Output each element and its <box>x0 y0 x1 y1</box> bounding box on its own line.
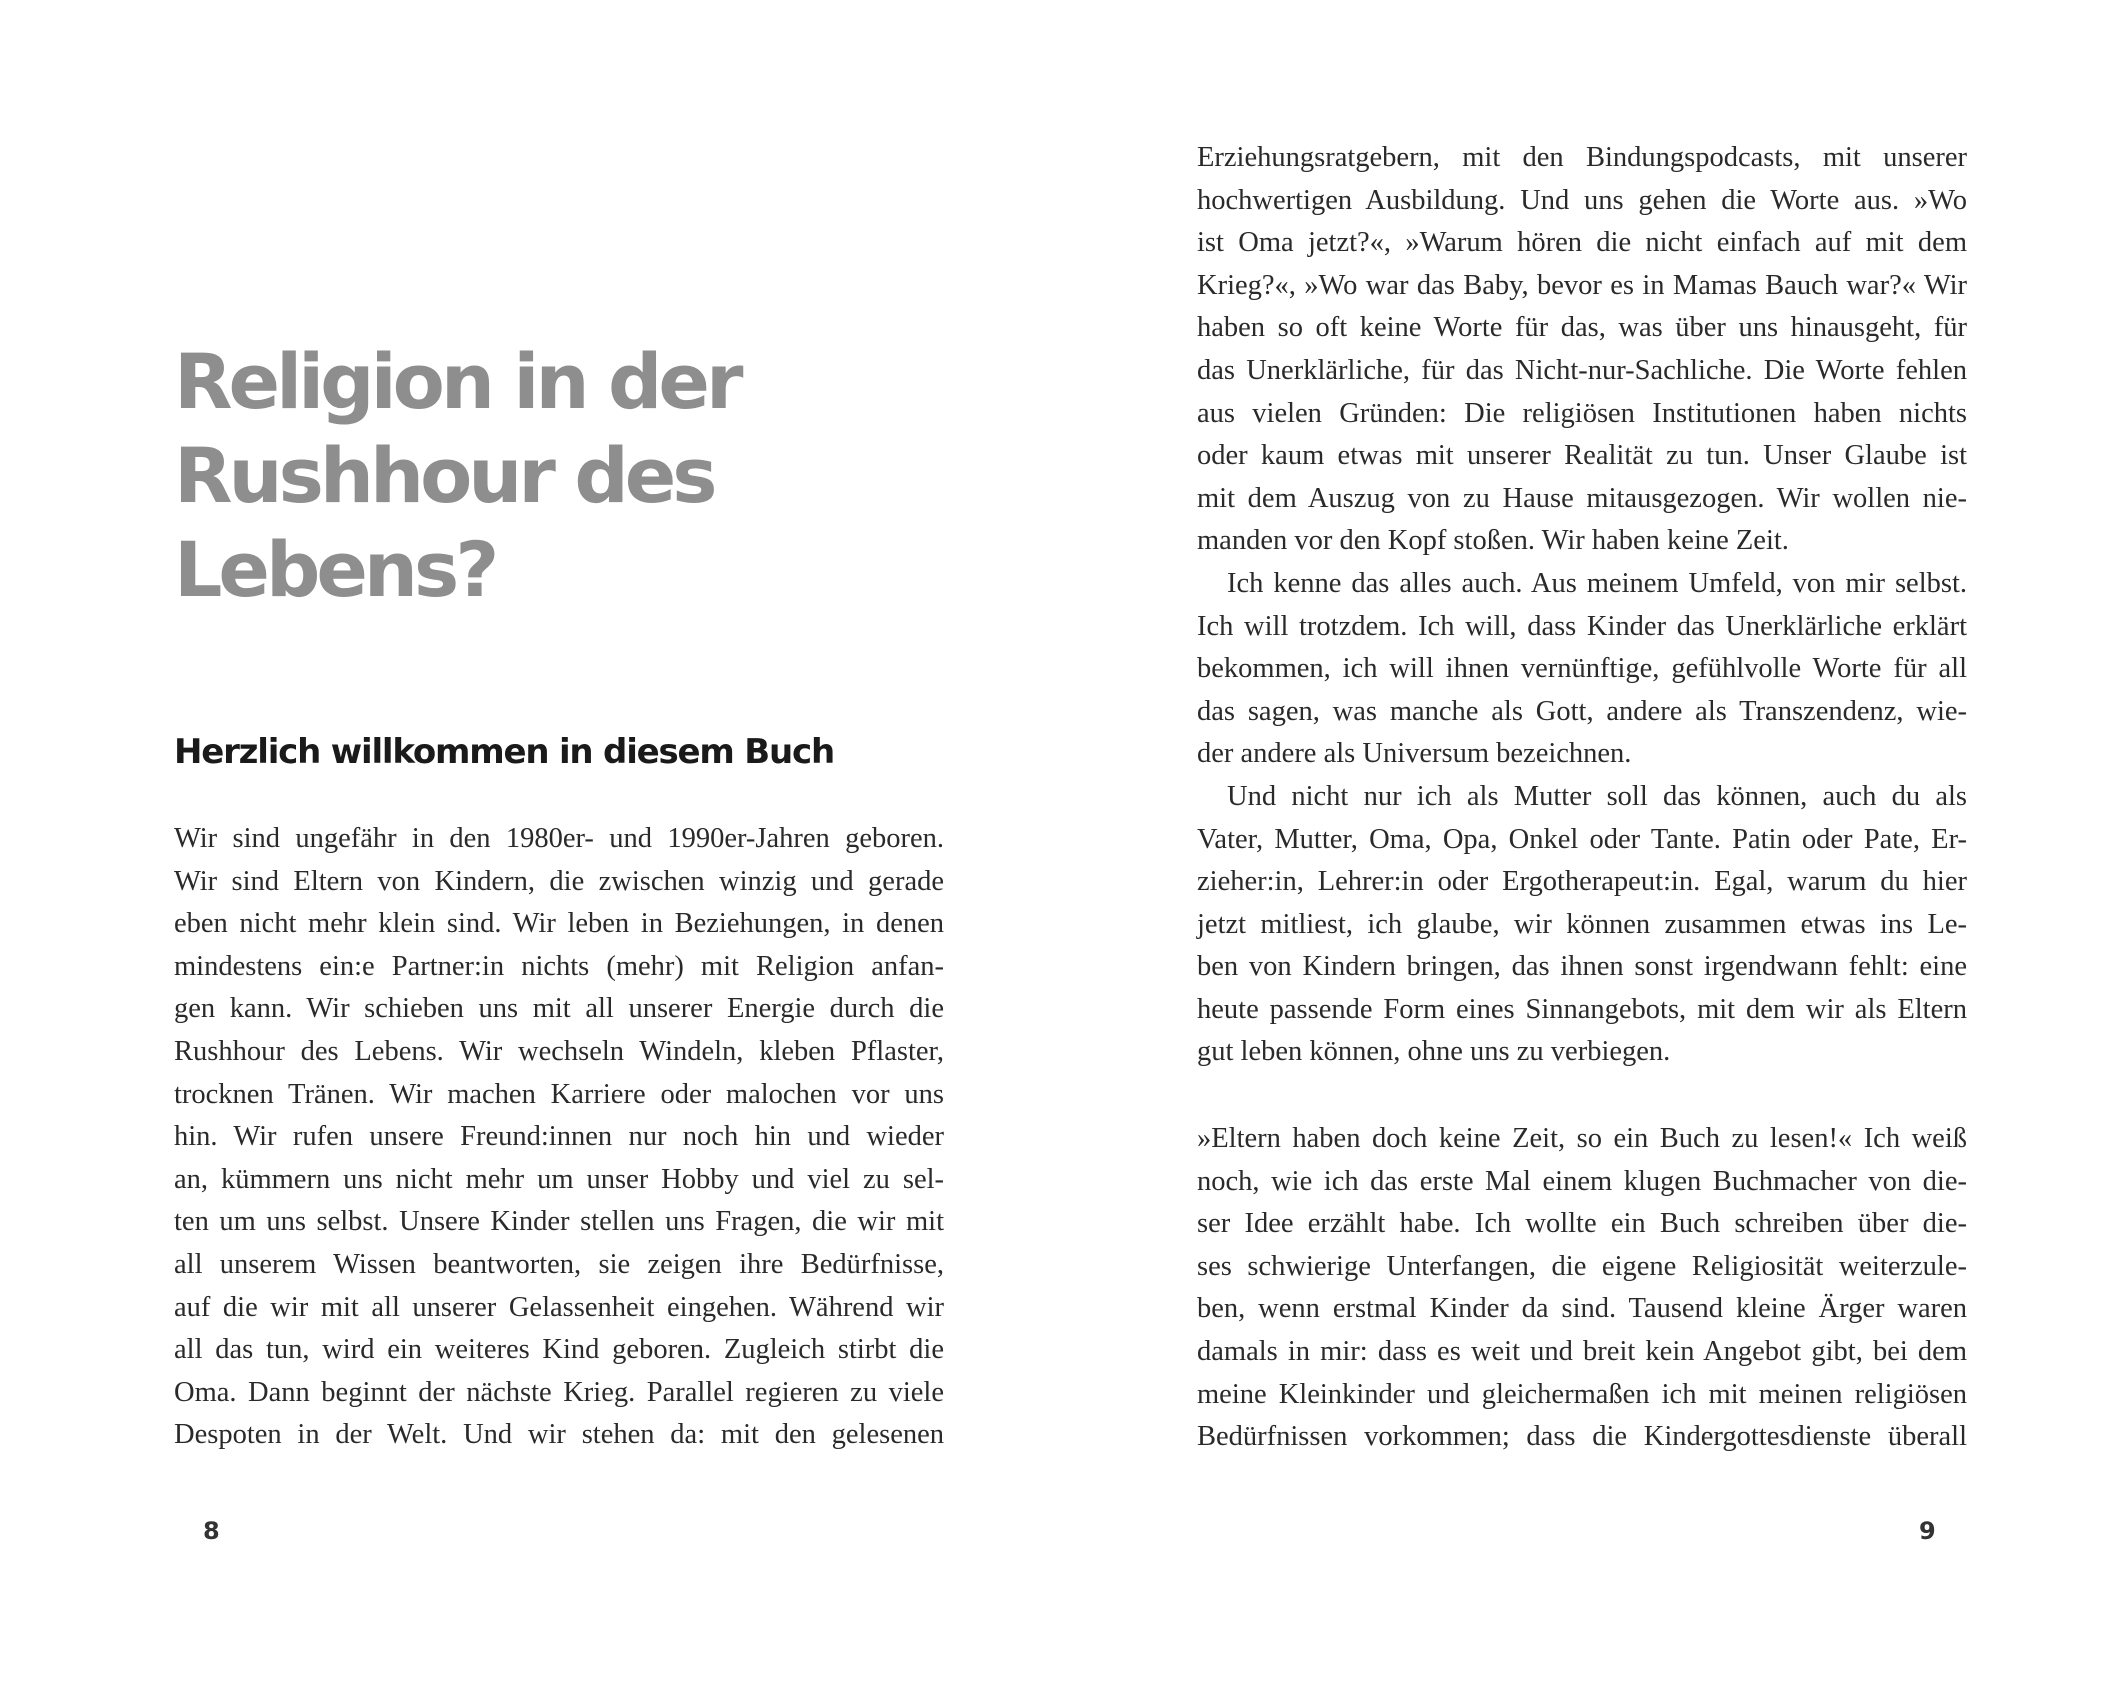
text-line: damals in mir: dass es weit und breit kein Angebot gibt, bei dem <box>1197 1335 1967 1367</box>
text-line: oder kaum etwas mit unserer Realität zu tun. Unser Glaube ist <box>1197 440 1967 472</box>
text-line: aus vielen Gründen: Die religiösen Institutionen haben nichts <box>1197 397 1967 429</box>
page-number-right: 9 <box>1919 1517 1936 1545</box>
right-paragraph-4 <box>1197 1118 1967 1459</box>
chapter-title-line: Rushhour des <box>174 431 714 520</box>
text-line: ten um uns selbst. Unsere Kinder stellen uns Fragen, die wir mit <box>174 1206 944 1238</box>
text-line: hin. Wir rufen unsere Freund:innen nur noch hin und wieder <box>174 1121 944 1153</box>
text-line: all unserem Wissen beantworten, sie zeigen ihre Bedürfnisse, <box>174 1248 944 1280</box>
chapter-title-line: Religion in der <box>174 337 740 426</box>
text-line: gut leben können, ohne uns zu verbiegen. <box>1197 1036 1671 1068</box>
text-line: Despoten in der Welt. Und wir stehen da: mit den gelesenen <box>174 1419 944 1451</box>
text-line: mit dem Auszug von zu Hause mitausgezogen. Wir wollen nie- <box>1197 482 1967 514</box>
text-line: Ich kenne das alles auch. Aus meinem Umfeld, von mir selbst. <box>1227 567 1967 599</box>
text-line: bekommen, ich will ihnen vernünftige, gefühlvolle Worte für all <box>1197 653 1967 685</box>
text-line: das Unerklärliche, für das Nicht-nur-Sachliche. Die Worte fehlen <box>1197 354 1967 386</box>
text-line: Krieg?«, »Wo war das Baby, bevor es in Mamas Bauch war?« Wir <box>1197 269 1967 301</box>
text-line: trocknen Tränen. Wir machen Karriere oder malochen vor uns <box>174 1078 944 1110</box>
text-line: heute passende Form eines Sinnangebots, mit dem wir als Eltern <box>1197 993 1967 1025</box>
text-line: »Eltern haben doch keine Zeit, so ein Buch zu lesen!« Ich weiß <box>1197 1123 1967 1154</box>
text-line: auf die wir mit all unserer Gelassenheit eingehen. Während wir <box>174 1291 944 1323</box>
chapter-title <box>174 335 794 617</box>
text-line: Oma. Dann beginnt der nächste Krieg. Parallel regieren zu viele <box>174 1376 944 1408</box>
text-line: haben so oft keine Worte für das, was über uns hinausgeht, für <box>1197 312 1967 344</box>
text-line: zieher:in, Lehrer:in oder Ergotherapeut:in. Egal, warum du hier <box>1197 866 1967 898</box>
text-line: hochwertigen Ausbildung. Und uns gehen die Worte aus. »Wo <box>1197 184 1967 216</box>
text-line: ist Oma jetzt?«, »Warum hören die nicht einfach auf mit dem <box>1197 227 1967 259</box>
text-line: eben nicht mehr klein sind. Wir leben in Beziehungen, in denen <box>174 908 944 940</box>
text-line: all das tun, wird ein weiteres Kind geboren. Zugleich stirbt die <box>174 1334 944 1366</box>
text-line: Wir sind Eltern von Kindern, die zwischen winzig und gerade <box>174 865 944 897</box>
text-line: manden vor den Kopf stoßen. Wir haben keine Zeit. <box>1197 525 1789 557</box>
chapter-title-line: Lebens? <box>174 525 496 614</box>
text-line: Wir sind ungefähr in den 1980er- und 1990er-Jahren geboren. <box>174 823 944 854</box>
text-line: noch, wie ich das erste Mal einem klugen Buchmacher von die- <box>1197 1165 1967 1197</box>
text-line: an, kümmern uns nicht mehr um unser Hobby und viel zu sel- <box>174 1163 944 1195</box>
text-line: meine Kleinkinder und gleichermaßen ich mit meinen religiösen <box>1197 1378 1967 1410</box>
text-line: Rushhour des Lebens. Wir wechseln Windeln, kleben Pflaster, <box>174 1035 944 1067</box>
text-line: ben, wenn erstmal Kinder da sind. Tausend kleine Ärger waren <box>1197 1293 1967 1325</box>
text-line: Bedürfnissen vorkommen; dass die Kindergottesdienste überall <box>1197 1421 1967 1453</box>
text-line: mindestens ein:e Partner:in nichts (mehr) mit Religion anfan- <box>174 950 944 982</box>
text-line: Vater, Mutter, Oma, Opa, Onkel oder Tante. Patin oder Pate, Er- <box>1197 823 1967 855</box>
text-line: Ich will trotzdem. Ich will, dass Kinder das Unerklärliche erklärt <box>1197 610 1967 642</box>
text-line: Erziehungsratgebern, mit den Bindungspodcasts, mit unserer <box>1197 142 1967 173</box>
text-line: der andere als Universum bezeichnen. <box>1197 738 1632 770</box>
text-line: jetzt mitliest, ich glaube, wir können zusammen etwas ins Le- <box>1197 908 1967 940</box>
text-line: gen kann. Wir schieben uns mit all unserer Energie durch die <box>174 993 944 1025</box>
text-line: das sagen, was manche als Gott, andere als Transzendenz, wie- <box>1197 695 1967 727</box>
text-line: ser Idee erzählt habe. Ich wollte ein Buch schreiben über die- <box>1197 1208 1967 1240</box>
text-line: ben von Kindern bringen, das ihnen sonst irgendwann fehlt: eine <box>1197 951 1967 983</box>
text-line: Und nicht nur ich als Mutter soll das können, auch du als <box>1227 780 1967 812</box>
right-paragraphs <box>1197 137 1967 1074</box>
left-paragraph-1 <box>174 818 944 1457</box>
text-line: ses schwierige Unterfangen, die eigene Religiosität weiterzule- <box>1197 1250 1967 1282</box>
section-subtitle: Herzlich willkommen in diesem Buch <box>174 732 834 772</box>
page-number-left: 8 <box>203 1517 220 1545</box>
